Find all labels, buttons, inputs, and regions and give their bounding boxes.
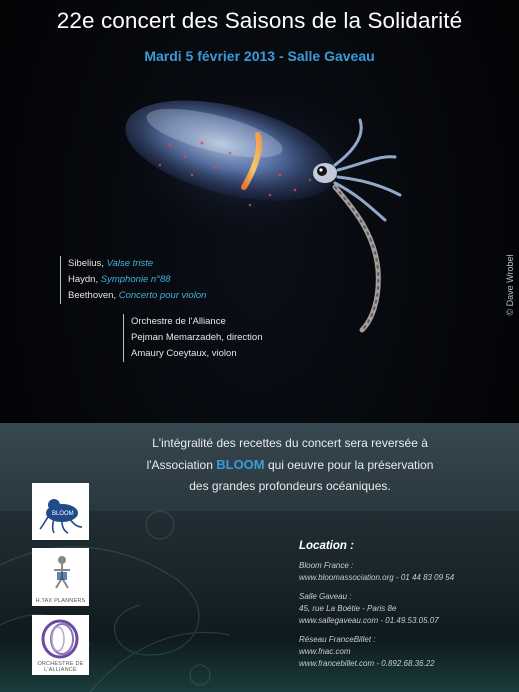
alliance-ring-icon bbox=[32, 615, 89, 663]
performer-item: Orchestre de l'Alliance bbox=[131, 316, 226, 327]
performer-item: Pejman Memarzadeh, direction bbox=[131, 332, 263, 343]
location-info bbox=[299, 540, 509, 677]
program-item: Haydn, Symphonie n°88 bbox=[68, 274, 171, 285]
htax-planners-logo bbox=[32, 548, 89, 606]
charity-message bbox=[100, 433, 480, 497]
poster-subtitle: Mardi 5 février 2013 - Salle Gaveau bbox=[144, 48, 375, 64]
bloom-octopus-icon bbox=[32, 483, 89, 540]
poster-title: 22e concert des Saisons de la Solidarité bbox=[56, 8, 463, 33]
location-block: Réseau FranceBillet : www.fnac.com www.francebillet.com - 0.892.68.36.22 bbox=[299, 635, 435, 668]
location-block: Salle Gaveau : 45, rue La Boétie - Paris 8e www.sallegaveau.com - 01.49.53.05.07 bbox=[299, 592, 439, 625]
performer-item: Amaury Coeytaux, violon bbox=[131, 348, 237, 359]
performers-list bbox=[123, 314, 262, 362]
message-line: L'intégralité des recettes du concert sera reversée à bbox=[152, 436, 428, 450]
location-heading: Location : bbox=[299, 540, 354, 552]
htax-figure-icon bbox=[32, 548, 89, 592]
orchestre-label: ORCHESTRE DE L'ALLIANCE bbox=[37, 661, 84, 673]
bloom-brand: BLOOM bbox=[216, 457, 265, 472]
program-item: Sibelius, Valse triste bbox=[68, 258, 154, 269]
htax-label: H.TAX PLANNERS bbox=[35, 598, 86, 604]
bloom-logo bbox=[32, 483, 89, 540]
svg-text:BLOOM: BLOOM bbox=[52, 511, 74, 517]
orchestre-alliance-logo bbox=[32, 615, 89, 675]
program-item: Beethoven, Concerto pour violon bbox=[68, 290, 207, 301]
program-list bbox=[60, 256, 206, 304]
message-line: l'Association BLOOM qui oeuvre pour la préservation bbox=[146, 457, 434, 472]
location-block: Bloom France : www.bloomassociation.org - 01 44 83 09 54 bbox=[299, 561, 455, 582]
photo-credit: © Dave Wrobel bbox=[505, 254, 515, 316]
message-line: des grandes profondeurs océaniques. bbox=[189, 479, 391, 493]
